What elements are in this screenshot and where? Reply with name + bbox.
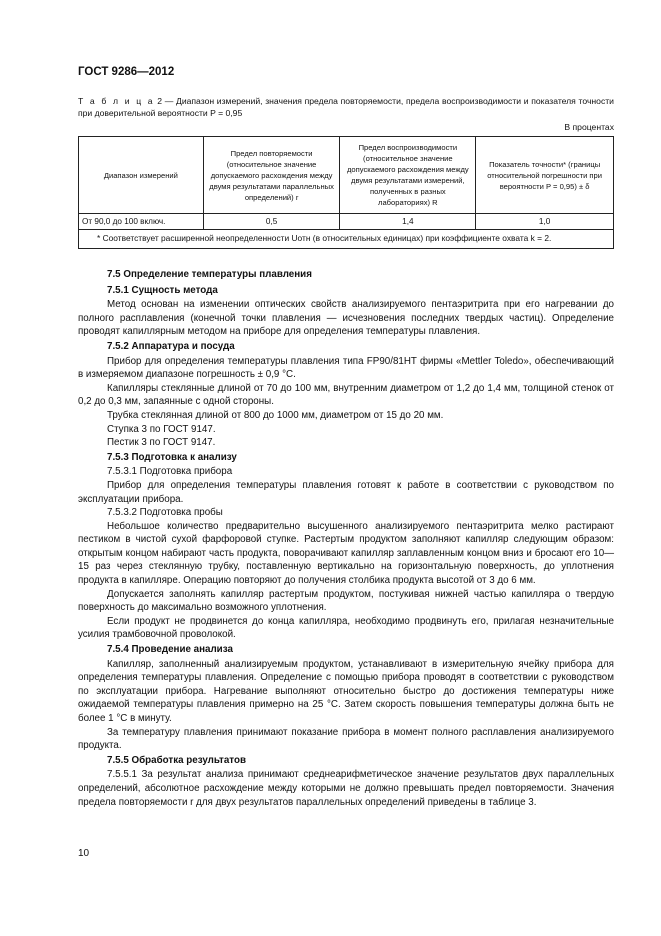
table-cell: От 90,0 до 100 включ. [79,214,204,230]
paragraph: Трубка стеклянная длиной от 800 до 1000 мм, диаметром от 15 до 20 мм. [107,409,444,421]
paragraph: Прибор для определения температуры плавления типа FP90/81HT фирмы «Mettler Toledo», обеспечивающий в измеряемом диапазоне погрешность ± 0,9 °С. [78,355,614,381]
table-caption-label: Т а б л и ц а [78,96,155,106]
table-footnote-row [79,230,614,249]
table-cell: 0,5 [203,214,340,230]
paragraph: Если продукт не продвинется до конца капилляра, необходимо продвинуть его, прилагая незначительные усилия трамбовочной проволокой. [78,615,614,641]
section-heading: 7.5 Определение температуры плавления [107,269,312,280]
section-heading: 7.5.4 Проведение анализа [107,644,233,656]
paragraph: Пестик 3 по ГОСТ 9147. [107,437,216,449]
section-heading: 7.5.3 Подготовка к анализу [107,451,237,463]
table-row [79,214,614,230]
section-heading: 7.5.1 Сущность метода [107,284,218,296]
paragraph: Капилляр, заполненный анализируемым продуктом, устанавливают в измерительную ячейку прибора для определения температуры плавления. Определение с помощью прибора проводят в соответствии с руководством по эксплуатации прибора. Нагревание выполняют относительно быстро до достижения температуры ниже ожидаемой температуры плавления примерно на 25 °С. Затем скорость повышения температуры должна быть не более 1 °С в минуту. [78,658,614,724]
table-caption-text: 2 — Диапазон измерений, значения предела повторяемости, предела воспроизводимости и показателя точности при доверительной вероятности P = 0,95 [78,96,614,118]
subsection-heading: 7.5.3.1 Подготовка прибора [107,466,233,478]
paragraph: Капилляры стеклянные длиной от 70 до 100 мм, внутренним диаметром от 1,2 до 1,4 мм, толщиной стенок от 0,2 до 0,3 мм, запаянные с одной стороны. [78,382,614,408]
table-caption [78,95,614,119]
paragraph: Допускается заполнять капилляр растертым продуктом, постукивая нижней частью капилляра о твердую поверхность до максимально возможного уплотнения. [78,588,614,614]
subsection-heading: 7.5.3.2 Подготовка пробы [107,507,223,519]
page-number: 10 [78,848,90,859]
section-heading: 7.5.2 Аппаратура и посуда [107,340,235,352]
table-header-cell: Показатель точности* (границы относительной погрешности при вероятности P = 0,95) ± δ [476,137,614,214]
paragraph: Прибор для определения температуры плавления готовят к работе в соответствии с руководством по эксплуатации прибора. [78,479,614,505]
paragraph: Метод основан на изменении оптических свойств анализируемого пентаэритрита при его нагревании до полного расплавления (конечной точки плавления — исчезновения последних твердых частиц). Определение проводят капиллярным методом на приборе для определения температуры плавления. [78,299,614,338]
table-header-row [79,137,614,214]
table-footnote: * Соответствует расширенной неопределенности Uотн (в относительных единицах) при коэффициенте охвата k = 2. [79,230,614,249]
standard-header: ГОСТ 9286—2012 [78,66,175,78]
section-heading: 7.5.5 Обработка результатов [107,754,246,766]
table-header-cell: Диапазон измерений [79,137,204,214]
table-cell: 1,0 [476,214,614,230]
table-header-cell: Предел воспроизводимости (относительное значение допускаемого расхождения между двумя результатами измерений, полученных в разных лабораториях) R [340,137,476,214]
table-header-cell: Предел повторяемости (относительное значение допускаемого расхождения между двумя результатами параллельных определений) r [203,137,340,214]
measurement-table [78,136,614,249]
table-cell: 1,4 [340,214,476,230]
table-units: В процентах [564,122,614,132]
document-body [78,267,614,809]
paragraph: Небольшое количество предварительно высушенного анализируемого пентаэритрита мелко растирают пестиком в чистой сухой фарфоровой ступке. Растертым продуктом заполняют капилляр следующим образом: открытым концом набирают часть продукта, поворачивают капилляр заплавленным концом вниз и бросают его 10—15 раз через стеклянную трубку, поставленную вертикально на горизонтальную поверхность, до уплотнения продукта в капилляре. Операцию повторяют до получения столбика продукта высотой от 3 до 6 мм. [78,520,614,587]
paragraph: За температуру плавления принимают показание прибора в момент полного расплавления анализируемого продукта. [78,726,614,752]
paragraph: 7.5.5.1 За результат анализа принимают среднеарифметическое значение результатов двух параллельных определений, абсолютное расхождение между которыми не должно превышать предел повторяемости. Значения предела повторяемости r для двух результатов параллельных определений приведены в таблице 3. [78,769,614,808]
paragraph: Ступка 3 по ГОСТ 9147. [107,423,216,435]
